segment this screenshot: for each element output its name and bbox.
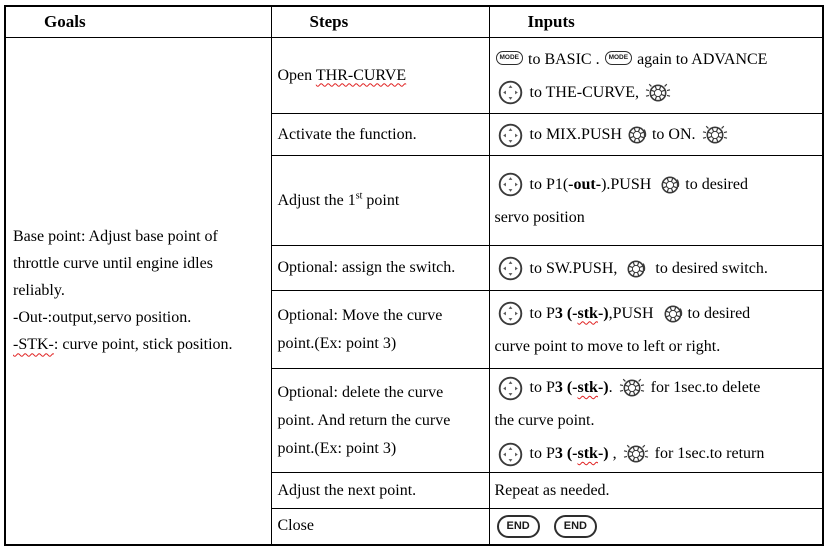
mode-button-icon: MODE	[605, 51, 633, 66]
text: to desired	[687, 304, 751, 322]
text: Repeat as needed.	[494, 481, 610, 499]
text: the curve point.	[494, 412, 595, 429]
text: to desired switch.	[651, 259, 768, 277]
dpad-icon	[497, 255, 524, 282]
dpad-icon	[497, 122, 524, 149]
spellcheck-underlined-text: THR-CURVE	[315, 66, 407, 84]
superscript-text: st	[355, 190, 363, 202]
text: to P	[525, 379, 555, 396]
end-button-icon: END	[554, 515, 597, 538]
text: Optional: assign the switch.	[277, 259, 456, 276]
text: Close	[277, 517, 314, 535]
bold-text: -out-	[568, 175, 602, 193]
text: -Out-:output,servo position.	[13, 309, 192, 327]
mode-button-icon: MODE	[496, 51, 524, 66]
dpad-icon	[497, 300, 524, 327]
dial-press-icon	[645, 80, 671, 106]
text: Base point: Adjust base point of throttle curve until engine idles reliably.	[13, 228, 218, 300]
step-cell	[271, 473, 489, 509]
text: Open	[277, 66, 316, 84]
spellcheck-underlined-text: stk	[577, 445, 598, 462]
end-button-icon: END	[497, 515, 540, 538]
bold-text: -)	[597, 304, 609, 322]
text: Adjust the next point.	[277, 481, 417, 499]
dial-icon	[623, 256, 649, 282]
header-goals: Goals	[5, 6, 271, 38]
input-cell	[489, 369, 823, 473]
text: servo position	[494, 208, 585, 226]
text: ,PUSH	[608, 304, 658, 322]
header-row	[5, 6, 823, 38]
text: to P1(	[525, 175, 569, 193]
dial-icon	[624, 122, 650, 148]
text: to P	[525, 304, 555, 322]
bold-text: 3 (-	[554, 445, 578, 462]
text: to ON.	[651, 126, 700, 143]
input-cell	[489, 291, 823, 369]
dpad-icon	[497, 375, 524, 402]
text: to desired	[685, 175, 748, 193]
text: point	[362, 191, 400, 209]
text: to SW.PUSH,	[525, 259, 622, 277]
header-steps: Steps	[271, 6, 489, 38]
bold-text: 3 (-	[554, 304, 578, 322]
step-cell	[271, 246, 489, 291]
text: ).PUSH	[601, 175, 656, 193]
bold-text: -)	[597, 379, 609, 396]
input-cell	[489, 156, 823, 246]
table-body	[5, 38, 823, 545]
text: to THE-CURVE,	[525, 83, 644, 101]
instruction-table	[4, 5, 824, 546]
dial-press-icon	[623, 441, 649, 467]
text: Adjust the 1	[277, 191, 356, 209]
text: for 1sec.to return	[650, 445, 765, 462]
dial-press-icon	[702, 122, 728, 148]
text: ,	[608, 445, 621, 462]
step-cell	[271, 156, 489, 246]
text: .	[608, 379, 617, 396]
input-cell	[489, 473, 823, 509]
bold-text: 3 (-	[554, 379, 578, 396]
text: again to ADVANCE	[633, 50, 768, 68]
text: to MIX.PUSH	[525, 126, 622, 143]
step-cell	[271, 509, 489, 545]
text: to BASIC .	[524, 50, 604, 68]
input-cell	[489, 509, 823, 545]
input-cell	[489, 114, 823, 156]
text: : curve point, stick position.	[53, 336, 233, 354]
step-cell	[271, 38, 489, 114]
text: to P	[525, 445, 555, 462]
dial-press-icon	[619, 375, 645, 401]
text: Optional: delete the curve point. And return the curve point.(Ex: point 3)	[277, 383, 451, 457]
text: curve point to move to left or right.	[494, 337, 721, 355]
dpad-icon	[497, 79, 524, 106]
header-inputs: Inputs	[489, 6, 823, 38]
text: Activate the function.	[277, 125, 417, 143]
dial-icon	[657, 172, 683, 198]
step-cell	[271, 291, 489, 369]
input-cell	[489, 246, 823, 291]
spellcheck-underlined-text: stk	[577, 304, 598, 322]
goals-cell	[5, 38, 271, 545]
dial-icon	[660, 301, 686, 327]
input-cell	[489, 38, 823, 114]
text: Optional: Move the curve point.(Ex: point 3)	[277, 306, 443, 352]
text: for 1sec.to delete	[646, 379, 761, 396]
spellcheck-underlined-text: -STK-	[13, 336, 54, 354]
dpad-icon	[497, 441, 524, 468]
step-cell	[271, 114, 489, 156]
step-cell	[271, 369, 489, 473]
spellcheck-underlined-text: stk	[577, 379, 598, 396]
bold-text: -)	[597, 445, 609, 462]
instruction-row	[5, 38, 823, 114]
dpad-icon	[497, 171, 524, 198]
